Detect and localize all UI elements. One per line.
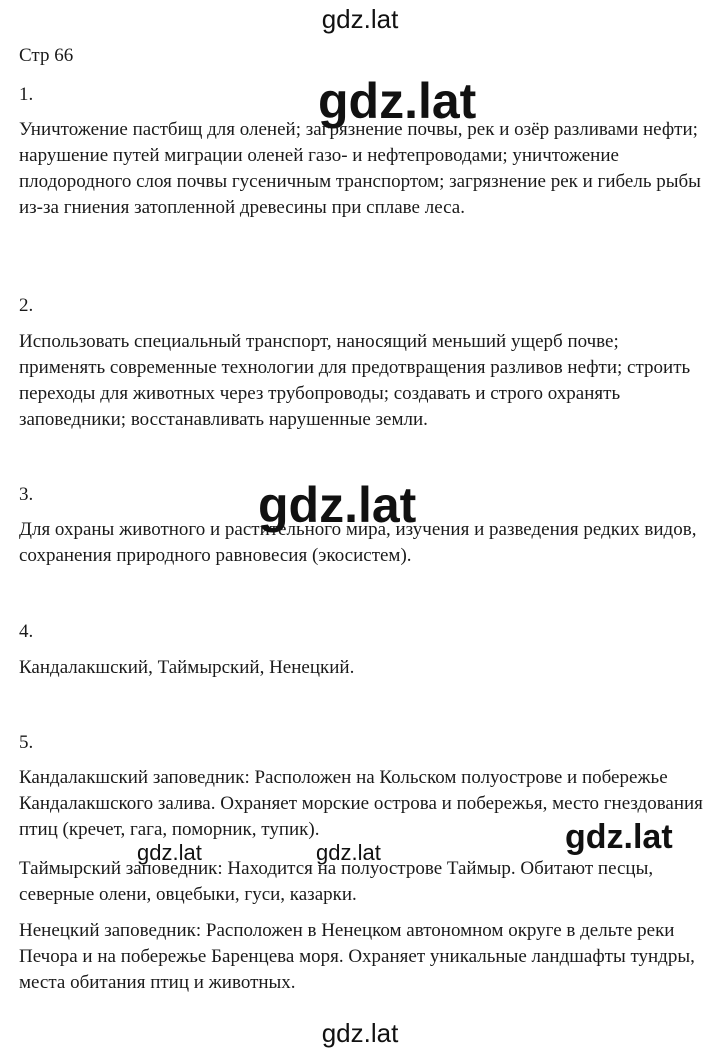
answer-1-number: 1. bbox=[19, 84, 34, 105]
watermark-large-1: gdz.lat bbox=[318, 73, 477, 129]
answer-2-number: 2. bbox=[19, 295, 34, 316]
answer-5-paragraph-nenets: Ненецкий заповедник: Расположен в Ненецком автономном округе в дельте реки Печора и на побережье Баренцева моря. Охраняет уникальные ландшафты тундры, места обитания птиц и животных. bbox=[19, 920, 695, 993]
watermark-small-1: gdz.lat bbox=[137, 840, 202, 865]
watermark-small-2: gdz.lat bbox=[316, 840, 381, 865]
answer-2-text: Использовать специальный транспорт, наносящий меньший ущерб почве; применять современные технологии для предотвращения разливов нефти; строить переходы для животных через трубопроводы; создавать и строго охранять заповедники; восстанавливать нарушенные земли. bbox=[19, 331, 691, 430]
answer-4-number: 4. bbox=[19, 621, 34, 642]
answer-5-paragraph-kandalaksha: Кандалакшский заповедник: Расположен на Кольском полуострове и побережье Кандалакшского залива. Охраняет морские острова и побережья, место гнездования птиц (кречет, гага, поморник, тупик). bbox=[19, 767, 703, 840]
answer-5-paragraph-taimyr: Таймырский заповедник: Находится на полуострове Таймыр. Обитают песцы, северные олени, овцебыки, гуси, казарки. bbox=[19, 858, 654, 905]
answer-3-text: Для охраны животного и растительного мира, изучения и разведения редких видов, сохранения природного равновесия (экосистем). bbox=[19, 519, 697, 566]
answer-4-text: Кандалакшский, Таймырский, Ненецкий. bbox=[19, 657, 355, 678]
answer-1-text: Уничтожение пастбищ для оленей; загрязнение почвы, рек и озёр разливами нефти; нарушение путей миграции оленей газо- и нефтепроводами; уничтожение плодородного слоя почвы гусеничным транспортом; загрязнение рек и гибель рыбы из-за гниения затопленной древесины при сплаве леса. bbox=[19, 119, 701, 218]
watermark-medium: gdz.lat bbox=[565, 818, 673, 856]
watermark-bottom: gdz.lat bbox=[321, 1018, 399, 1048]
answer-3-number: 3. bbox=[19, 484, 34, 505]
answer-5-number: 5. bbox=[19, 732, 34, 753]
watermark-large-2: gdz.lat bbox=[258, 477, 417, 533]
page-label: Стр 66 bbox=[19, 45, 74, 66]
watermark-top: gdz.lat bbox=[321, 4, 399, 34]
